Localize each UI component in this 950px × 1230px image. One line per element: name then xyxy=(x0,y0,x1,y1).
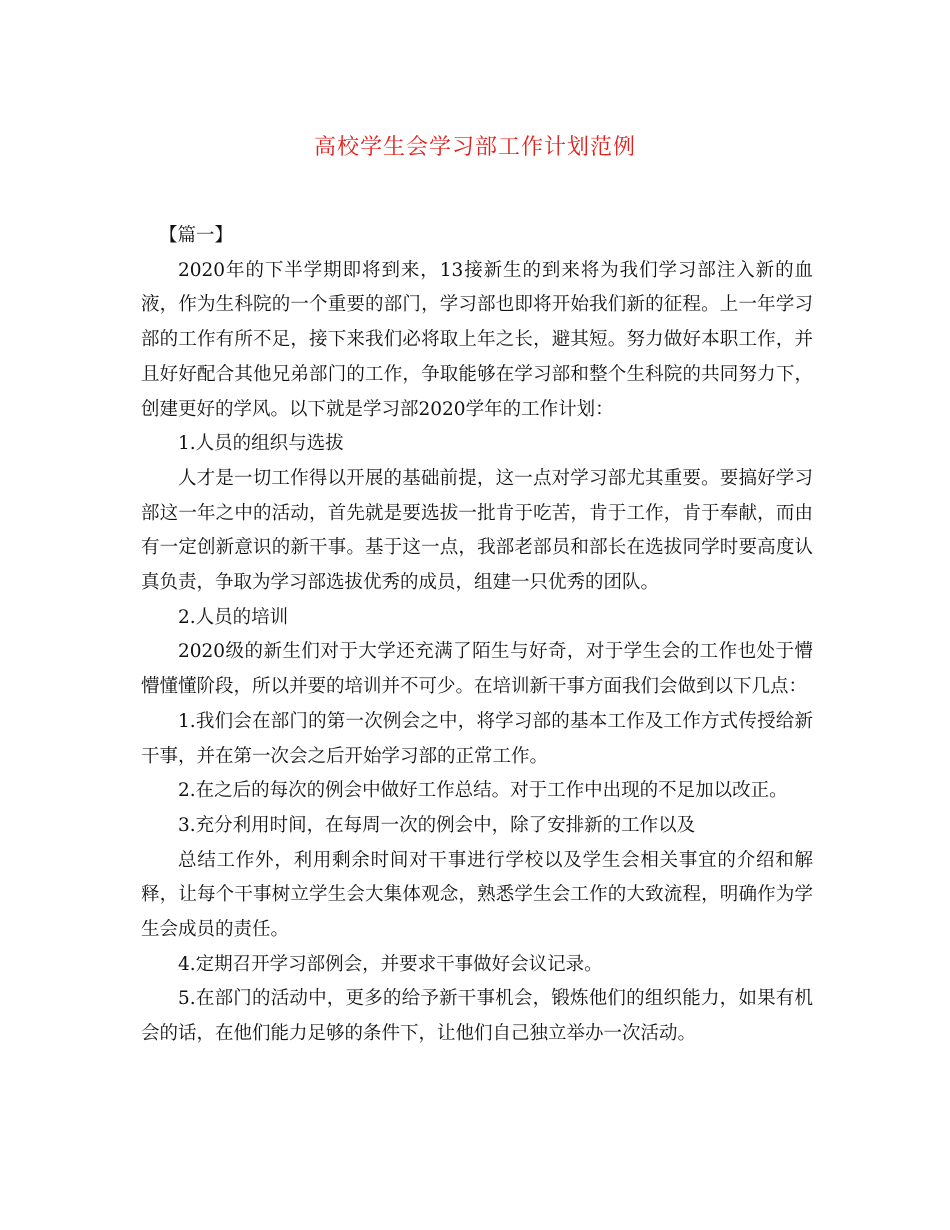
document-body xyxy=(141,219,813,1052)
list-item: 1.我们会在部门的第一次例会之中，将学习部的基本工作及工作方式传授给新干事，并在第一次会之后开始学习部的正常工作。 xyxy=(141,710,813,767)
list-item: 4.定期召开学习部例会，并要求干事做好会议记录。 xyxy=(178,953,603,975)
body-paragraph: 2020年的下半学期即将到来，13接新生的到来将为我们学习部注入新的血液，作为生科院的一个重要的部门，学习部也即将开始我们新的征程。上一年学习部的工作有所不足，接下来我们必将取上年之长，避其短。努力做好本职工作，并且好好配合其他兄弟部门的工作，争取能够在学习部和整个生科院的共同努力下，创建更好的学风。以下就是学习部2020学年的工作计划： xyxy=(141,259,813,420)
numbered-heading: 1.人员的组织与选拔 xyxy=(178,433,344,455)
body-paragraph: 人才是一切工作得以开展的基础前提，这一点对学习部尤其重要。要搞好学习部这一年之中的活动，首先就是要选拔一批肯于吃苦，肯于工作，肯于奉献，而由有一定创新意识的新干事。基于这一点，我部老部员和部长在选拔同学时要高度认真负责，争取为学习部选拔优秀的成员，组建一只优秀的团队。 xyxy=(141,467,813,594)
document-title: 高校学生会学习部工作计划范例 xyxy=(313,135,636,160)
list-item: 5.在部门的活动中，更多的给予新干事机会，锻炼他们的组织能力，如果有机会的话，在他们能力足够的条件下，让他们自己独立举办一次活动。 xyxy=(141,988,813,1045)
section-heading: 【篇一】 xyxy=(159,225,234,246)
list-item: 3.充分利用时间，在每周一次的例会中，除了安排新的工作以及 xyxy=(178,814,696,836)
list-item: 2.在之后的每次的例会中做好工作总结。对于工作中出现的不足加以改正。 xyxy=(178,780,788,802)
numbered-heading: 2.人员的培训 xyxy=(178,606,289,628)
body-paragraph: 总结工作外，利用剩余时间对干事进行学校以及学生会相关事宜的介绍和解释，让每个干事树立学生会大集体观念，熟悉学生会工作的大致流程，明确作为学生会成员的责任。 xyxy=(141,849,813,941)
body-paragraph: 2020级的新生们对于大学还充满了陌生与好奇，对于学生会的工作也处于懵懵懂懂阶段，所以并要的培训并不可少。在培训新干事方面我们会做到以下几点： xyxy=(141,641,813,698)
